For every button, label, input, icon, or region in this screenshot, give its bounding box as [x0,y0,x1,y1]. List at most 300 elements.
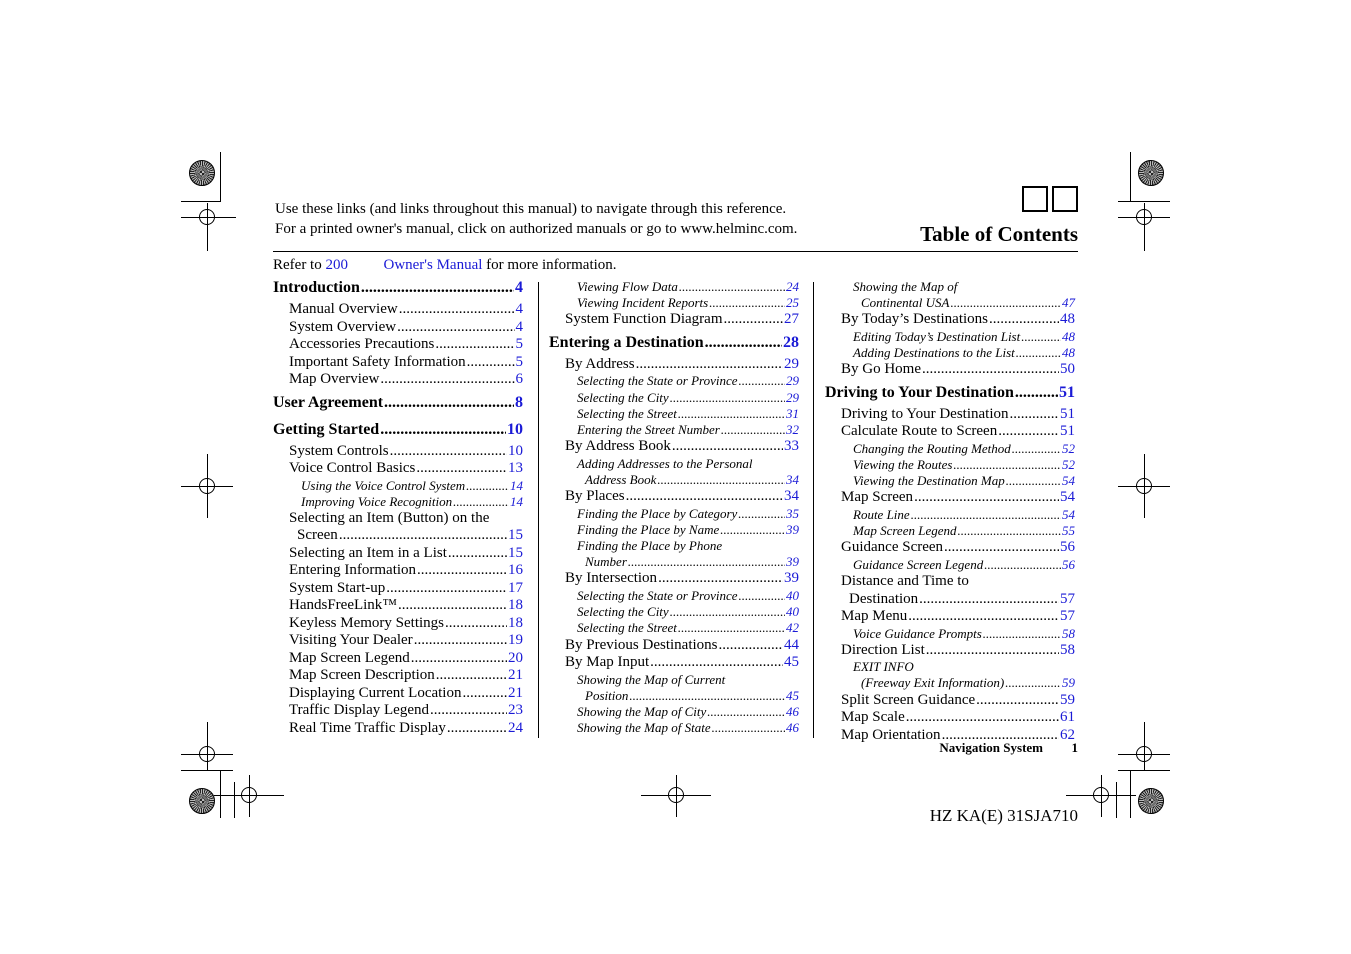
dot-leader [466,478,509,494]
dot-leader [399,301,515,318]
toc-entry-title: Route Line [853,506,910,522]
dot-leader [678,406,785,422]
toc-entry-title: Viewing Flow Data [577,279,678,294]
toc-entry[interactable] [577,522,799,539]
toc-entry[interactable] [289,597,523,614]
toc-page-link[interactable]: 42 [786,620,799,636]
toc-page-link[interactable]: 19 [508,632,523,649]
dot-leader [390,443,507,460]
dot-leader [719,637,784,654]
toc-page-link[interactable]: 5 [515,336,523,352]
toc-page-link[interactable]: 51 [1060,423,1075,440]
toc-page-link[interactable]: 32 [786,422,799,437]
toc-entry[interactable] [577,620,799,637]
dot-leader [361,279,514,297]
toc-entry-title: Visiting Your Dealer [289,632,413,649]
toc-entry-title: Map Orientation [841,726,941,743]
toc-entry-title: EXIT INFO [853,659,914,675]
dot-leader [467,354,515,371]
toc-entry[interactable] [853,279,1075,296]
intro-line-1: Use these links (and links throughout this manual) to navigate through this reference. [275,201,787,217]
crosshair-icon [199,209,215,225]
dot-leader [919,591,1059,608]
toc-entry-title: Screen [297,527,338,544]
dot-leader [672,438,783,455]
crosshair-icon [199,478,215,494]
toc-entry-title: Selecting the State or Province [577,587,738,603]
dot-leader [983,626,1061,642]
dot-leader [386,580,507,597]
toc-page-link[interactable]: 17 [508,579,523,596]
toc-entry[interactable] [577,406,799,423]
toc-entry-title: Getting Started [273,420,380,438]
toc-page-link[interactable]: 15 [508,527,523,544]
toc-page-link[interactable]: 34 [786,471,799,487]
registration-rosette-icon [1138,788,1164,814]
toc-entry-title: Entering Information [289,562,417,579]
toc-entry[interactable] [289,510,523,527]
toc-entry-title: Finding the Place by Phone [577,538,723,553]
dot-leader [447,720,507,737]
refer-prefix: Refer to [273,257,322,273]
dot-leader [953,457,1061,473]
toc-page-link[interactable]: 56 [1060,539,1075,556]
toc-page-link[interactable]: 29 [784,355,799,372]
dot-leader [398,597,507,614]
dot-leader [976,692,1059,709]
dot-leader [629,688,785,704]
toc-entry[interactable] [565,488,799,505]
toc-page-link[interactable]: 14 [510,477,523,493]
column-divider [538,282,539,738]
toc-page-link[interactable]: 54 [1062,473,1075,489]
toc-entry[interactable] [841,423,1075,440]
toc-entry[interactable] [297,527,523,544]
toc-page-link[interactable]: 10 [507,420,523,438]
toc-entry-title: Keyless Memory Settings [289,614,444,631]
toc-page-link[interactable]: 16 [508,562,523,579]
toc-entry[interactable] [585,554,799,571]
toc-page-link[interactable]: 47 [1062,295,1075,311]
dot-leader [705,334,782,352]
toc-section-heading[interactable] [273,394,523,411]
dot-leader [1006,473,1061,489]
toc-entry[interactable] [577,279,799,296]
toc-page-link[interactable]: 33 [784,438,799,455]
toc-entry[interactable] [289,443,523,460]
dot-leader [384,394,514,412]
toc-page-link[interactable]: 59 [1060,691,1075,708]
dot-leader [720,522,785,538]
dot-leader [416,460,507,477]
toc-entry[interactable] [841,361,1075,378]
toc-page-link[interactable]: 58 [1062,625,1075,641]
toc-entry-title: System Overview [289,318,397,335]
page-title: Table of Contents [920,222,1078,246]
toc-entry[interactable] [289,354,523,371]
dot-leader [453,494,509,510]
toc-entry-title: Traffic Display Legend [289,702,429,719]
toc-entry[interactable] [289,650,523,667]
toc-page-link[interactable]: 5 [515,353,523,370]
dot-leader [709,295,785,311]
toc-page-link[interactable]: 48 [1062,345,1075,361]
refer-suffix: for more information. [486,257,617,273]
dot-leader [380,371,514,388]
toc-entry-title: By Address [565,355,635,372]
toc-entry[interactable] [289,562,523,579]
toc-entry[interactable] [577,295,799,312]
toc-page-link[interactable]: 13 [508,460,523,476]
toc-entry-title: Map Scale [841,709,905,726]
dot-leader [1015,384,1058,402]
dot-leader [1005,675,1061,691]
toc-entry[interactable] [861,675,1075,692]
toc-section-heading[interactable] [549,334,799,351]
dot-leader [707,704,785,720]
toc-entry-title: Selecting an Item in a List [289,544,447,561]
dot-leader [906,709,1059,726]
toc-entry[interactable] [577,422,799,439]
toc-entry[interactable] [853,626,1075,643]
toc-entry-title: Selecting the City [577,389,669,405]
toc-entry-title: Entering a Destination [549,333,704,351]
dot-leader [670,390,785,406]
toc-entry[interactable] [841,642,1075,659]
dot-leader [926,642,1059,659]
toc-entry-title: Accessories Precautions [289,336,435,352]
toc-entry[interactable] [577,588,799,605]
toc-page-link[interactable]: 28 [783,333,799,351]
toc-entry-title: By Go Home [841,361,921,378]
toc-page-link[interactable]: 56 [1062,556,1075,572]
toc-entry-title: HandsFreeLink™ [289,597,398,614]
toc-entry-title: Showing the Map of City [577,703,707,719]
toc-entry-title: Using the Voice Control System [301,477,466,493]
toc-page-link[interactable]: 46 [786,703,799,719]
toc-section-heading[interactable] [273,279,523,296]
toc-entry-title: Viewing the Destination Map [853,473,1005,489]
toc-entry[interactable] [841,692,1075,709]
toc-page-link[interactable]: 57 [1060,608,1075,624]
dot-leader [712,720,785,736]
toc-entry[interactable] [841,489,1075,506]
toc-entry[interactable] [289,702,523,719]
crosshair-icon [1093,787,1109,803]
toc-entry-title: Map Screen Legend [853,523,957,539]
toc-entry-title: Showing the Map of [853,279,958,294]
toc-entry[interactable] [577,604,799,621]
toc-entry-title: Selecting the Street [577,620,677,636]
toc-entry-title: Important Safety Information [289,353,466,370]
toc-page-link[interactable]: 21 [508,684,523,701]
toc-entry[interactable] [853,329,1075,346]
toc-entry-title: Distance and Time to [841,573,969,589]
toc-page-link[interactable]: 62 [1060,726,1075,743]
toc-page-link[interactable]: 61 [1060,709,1075,726]
toc-entry-title: Real Time Traffic Display [289,719,446,736]
toc-entry[interactable] [841,539,1075,556]
dot-leader [417,562,507,579]
crosshair-icon [668,787,684,803]
toc-page-link[interactable]: 18 [508,614,523,631]
toc-entry-title: Direction List [841,641,925,658]
toc-entry-title: Showing the Map of State [577,720,711,736]
toc-entry[interactable] [853,457,1075,474]
toc-entry[interactable] [841,311,1075,328]
toc-entry[interactable] [565,570,799,587]
toc-entry-title: Calculate Route to Screen [841,423,998,440]
dot-leader [636,356,783,373]
dot-leader [1012,441,1061,457]
toc-section-heading[interactable] [825,384,1075,401]
toc-entry[interactable] [577,720,799,737]
toc-page-link[interactable]: 40 [786,587,799,603]
toc-entry[interactable] [577,373,799,390]
toc-entry[interactable] [289,371,523,388]
toc-page-link[interactable]: 55 [1062,523,1075,539]
toc-page-link[interactable]: 35 [786,505,799,521]
refer-line [273,257,617,274]
toc-page-link[interactable]: 39 [786,554,799,570]
toc-page-link[interactable]: 4 [515,318,523,335]
toc-page-link[interactable]: 21 [508,667,523,684]
toc-entry-title: Guidance Screen [841,539,944,556]
toc-page-link[interactable]: 14 [510,493,523,509]
toc-entry-title: Destination [849,590,919,607]
toc-page-link[interactable]: 24 [786,279,799,294]
toc-page-link[interactable]: 23 [508,702,523,719]
toc-page-link[interactable]: 34 [784,488,799,505]
dot-leader [911,507,1061,523]
dot-leader [908,608,1059,625]
toc-entry[interactable] [301,494,523,511]
toc-entry[interactable] [289,319,523,336]
toc-entry-title: By Places [565,488,625,505]
dot-leader [950,295,1061,311]
toc-entry[interactable] [853,557,1075,574]
refer-page-link[interactable]: 200 [325,257,348,273]
dot-leader [436,667,507,684]
dot-leader [739,373,785,389]
dot-leader [944,539,1059,556]
toc-entry[interactable] [585,472,799,489]
toc-page-link[interactable]: 54 [1062,506,1075,522]
toc-page-link[interactable]: 4 [515,279,523,296]
toc-entry[interactable] [861,295,1075,312]
toc-entry[interactable] [289,580,523,597]
toc-entry[interactable] [841,608,1075,625]
toc-page-link[interactable]: 50 [1060,361,1075,378]
toc-page-link[interactable]: 52 [1062,440,1075,456]
dot-leader [679,279,785,295]
toc-entry[interactable] [841,406,1075,423]
toc-page-link[interactable]: 51 [1060,405,1075,422]
toc-entry-title: By Intersection [565,570,658,587]
toc-entry-title: Selecting the State or Province [577,373,738,389]
toc-page-link[interactable]: 29 [786,373,799,389]
toc-page-link[interactable]: 18 [508,597,523,614]
toc-entry-title: Editing Today’s Destination List [853,328,1021,344]
toc-entry-title: Selecting the Street [577,405,677,421]
registration-rosette-icon [189,788,215,814]
dot-leader [430,702,507,719]
toc-page-link[interactable]: 39 [784,570,799,587]
toc-entry[interactable] [289,336,523,353]
toc-entry[interactable] [301,478,523,495]
toc-page-link[interactable]: 45 [786,687,799,703]
dot-leader [445,615,507,632]
crosshair-icon [199,746,215,762]
toc-entry[interactable] [577,456,799,473]
toc-entry[interactable] [289,301,523,318]
crosshair-icon [1136,209,1152,225]
toc-page-link[interactable]: 54 [1060,489,1075,506]
toc-entry[interactable] [289,545,523,562]
toc-page-link[interactable]: 20 [508,649,523,666]
dot-leader [678,620,785,636]
toc-page-link[interactable]: 24 [508,719,523,736]
toc-page-link[interactable]: 39 [786,521,799,537]
toc-entry-title: Introduction [273,279,360,296]
toc-page-link[interactable]: 57 [1060,590,1075,607]
toc-entry-title: Changing the Routing Method [853,440,1011,456]
toc-entry[interactable] [577,672,799,689]
toc-page-link[interactable]: 44 [784,636,799,653]
dot-leader [339,527,507,544]
toc-entry[interactable] [289,720,523,737]
toc-page-link[interactable]: 48 [1062,328,1075,344]
toc-entry[interactable] [853,523,1075,540]
toc-page-link[interactable]: 29 [786,389,799,405]
toc-page-link[interactable]: 48 [1060,311,1075,328]
toc-page-link[interactable]: 31 [786,405,799,421]
toc-entry-title: Map Overview [289,371,380,387]
toc-entry[interactable] [289,615,523,632]
dot-leader [1010,406,1059,423]
toc-entry[interactable] [577,538,799,555]
registration-rosette-icon [189,160,215,186]
toc-entry[interactable] [577,506,799,523]
toc-entry-title: User Agreement [273,393,384,411]
toc-entry[interactable] [289,667,523,684]
toc-page-link[interactable]: 8 [515,393,523,411]
dot-leader [658,570,783,587]
crosshair-icon [1136,746,1152,762]
toc-page-link[interactable]: 59 [1062,675,1075,691]
dot-leader [657,472,785,488]
toc-entry[interactable] [585,688,799,705]
toc-entry-title: Finding the Place by Category [577,505,738,521]
toc-entry-title: (Freeway Exit Information) [861,675,1005,691]
toc-page-link[interactable]: 10 [508,442,523,459]
toc-entry-title: Continental USA [861,295,950,311]
toc-entry-title: Selecting the City [577,604,669,620]
dot-leader [670,604,785,620]
toc-entry-title: Manual Overview [289,301,398,317]
toc-entry-title: Address Book [585,471,657,487]
toc-entry-title: Voice Guidance Prompts [853,625,982,641]
toc-entry[interactable] [853,473,1075,490]
toc-entry[interactable] [289,632,523,649]
dot-leader [397,319,514,336]
toc-entry[interactable] [841,573,1075,590]
toc-page-link[interactable]: 45 [784,654,799,670]
dot-leader [738,506,785,522]
dot-leader [989,311,1059,328]
toc-entry[interactable] [289,685,523,702]
toc-page-link[interactable]: 4 [515,301,523,317]
dot-leader [380,421,506,439]
dot-leader [1016,345,1061,361]
toc-entry-title: Map Screen [841,489,914,506]
dot-leader [1021,329,1061,345]
toc-entry[interactable] [565,438,799,455]
crosshair-icon [241,787,257,803]
toc-page-link[interactable]: 27 [784,311,799,328]
owners-manual-link[interactable]: Owner's Manual [383,257,483,273]
nav-back-button[interactable] [1022,186,1048,212]
toc-entry[interactable] [853,659,1075,676]
toc-entry-title: Viewing Incident Reports [577,295,709,311]
toc-page-link[interactable]: 58 [1060,641,1075,658]
toc-entry-title: Adding Addresses to the Personal [577,455,753,471]
toc-section-heading[interactable] [273,421,523,438]
toc-entry[interactable] [841,709,1075,726]
toc-entry[interactable] [853,441,1075,458]
nav-forward-button[interactable] [1052,186,1078,212]
dot-leader [414,632,507,649]
toc-entry-title: Split Screen Guidance [841,691,976,708]
toc-entry[interactable] [853,345,1075,362]
dot-leader [922,361,1059,378]
intro-line-2: For a printed owner's manual, click on authorized manuals or go to www.helminc.com. [275,221,798,237]
toc-entry[interactable] [565,356,799,373]
dot-leader [998,423,1059,440]
toc-page-link[interactable]: 46 [786,720,799,736]
toc-entry[interactable] [565,637,799,654]
dot-leader [448,545,507,562]
toc-entry[interactable] [849,591,1075,608]
toc-page-link[interactable]: 40 [786,604,799,620]
toc-page-link[interactable]: 6 [515,371,523,387]
toc-entry[interactable] [565,311,799,328]
toc-entry-title: Map Screen Legend [289,649,410,666]
toc-entry[interactable] [577,390,799,407]
document-code: HZ KA(E) 31SJA710 [929,806,1078,825]
dot-leader [628,554,785,570]
toc-entry-title: By Previous Destinations [565,636,718,653]
toc-entry-title: Number [585,554,627,570]
toc-entry[interactable] [853,507,1075,524]
dot-leader [984,557,1061,573]
dot-leader [626,488,783,505]
toc-entry-title: Finding the Place by Name [577,521,720,537]
toc-entry[interactable] [565,654,799,671]
toc-page-link[interactable]: 51 [1059,383,1075,401]
toc-entry-title: Adding Destinations to the List [853,345,1015,361]
toc-entry[interactable] [577,704,799,721]
toc-entry-title: Improving Voice Recognition [301,493,453,509]
toc-entry[interactable] [289,460,523,477]
footer-label: Navigation System [939,740,1043,755]
toc-page-link[interactable]: 15 [508,544,523,561]
toc-entry-title: System Function Diagram [565,311,723,328]
toc-page-link[interactable]: 25 [786,295,799,311]
toc-page-link[interactable]: 52 [1062,457,1075,472]
toc-entry-title: Guidance Screen Legend [853,556,984,572]
toc-entry-title: System Controls [289,442,389,459]
